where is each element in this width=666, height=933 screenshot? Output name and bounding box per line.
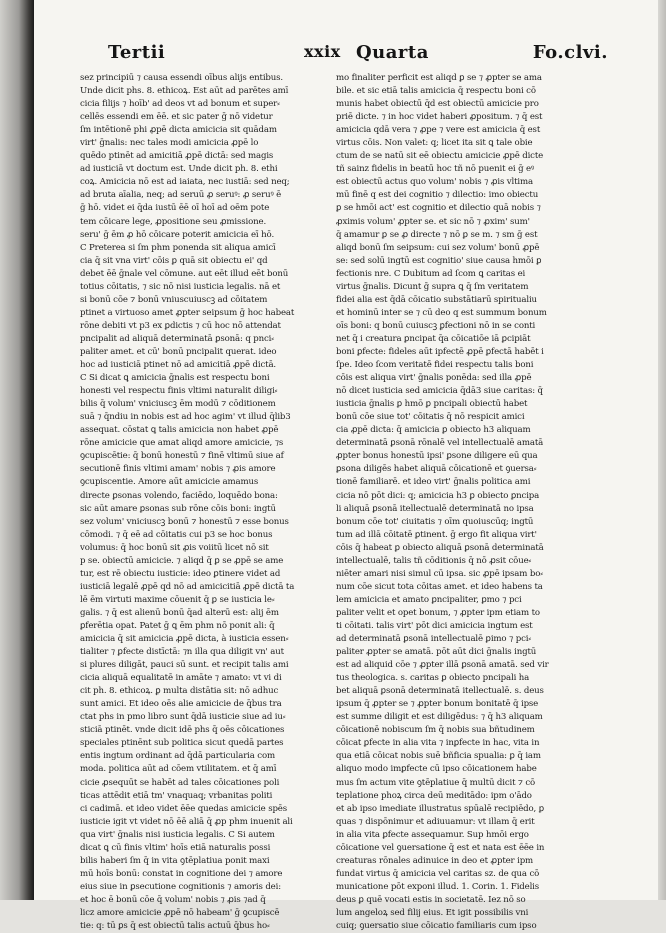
text-line: C Preterea si ſm phm ponenda sit aliqua amicī xyxy=(80,242,276,253)
text-line: nō dicet iusticia sed amicicia q̄dā3 siue caritas: q̄ xyxy=(336,386,543,397)
text-line: deus ꝑ quē vocati estis in societatē. Iez nō so xyxy=(336,894,526,905)
text-line: bilis q̄ volum' vniciuscꝫ ēm modū ⁊ cōditionem xyxy=(80,399,276,410)
text-line: si plures diligāt, pauci sū sunt. et recipit talis ami xyxy=(80,660,289,671)
text-line: si bonū cōe ⁊ bonū vniuscuiuscꝫ ad cōitatem xyxy=(80,294,268,305)
text-line: cit ph. 8. ethicoꝝ. ꝑ multa distātia sit: nō adhuc xyxy=(80,686,279,697)
text-line: paliter ꝓpter se amatā. pōt aūt dici ḡnalis ingtū xyxy=(336,647,537,658)
text-line: paliter velit et opet bonum, ⁊ ꝓpter ipm etiam to xyxy=(336,607,540,618)
text-line: quēdo ptinēt ad amicitiā ꝓpē dictā: sed magis xyxy=(80,151,274,162)
text-line: tum ad illā cōitatē ꝑtinent. ḡ ergo fit aliqua virt' xyxy=(336,529,537,540)
text-line: honesti vel respectu finis vltimi naturalit diligi⸗ xyxy=(80,386,278,397)
text-line: fidei alia est q̄dā cōicatio substātiarū spiritualiu xyxy=(336,294,537,305)
text-line: tie: q: tū ꝑs q̄ est obiectū talis actuū q̄bus ho⸗ xyxy=(80,921,270,932)
text-line: seru' ḡ ēm ꝓ hō cōicare poterit amicicia eī hō. xyxy=(80,229,275,240)
text-line: ad determinatā ꝑsonā intellectualē ꝑimo ⁊ pci⸗ xyxy=(336,634,532,645)
text-line: lē ēm virtuti maxime cōuenit q̄ ꝑ se iusticia le⸗ xyxy=(80,594,275,605)
text-line: paliter amet. et cū' bonū pncipalit querat. ideo xyxy=(80,346,277,357)
text-line: Unde dicit phs. 8. ethicoꝝ. Est aūt ad parētes amī xyxy=(80,86,289,97)
text-line: lem amicicia et amato ꝑncipaliter, ꝑmo ⁊ pci xyxy=(336,594,522,605)
text-line: in alia vita ꝑfecte assequamur. Sup hmōi ergo xyxy=(336,829,529,840)
text-line: munis habet obiectū q̄d est obiectū amicicie pro xyxy=(336,99,539,110)
text-line: sticiā ptinēt. vnde dicit idē phs q̄ oēs cōicationes xyxy=(80,725,285,736)
text-line: cicia aliquā equalitatē in amāte ⁊ amato: vt vi di xyxy=(80,673,282,684)
text-line: ꝑferētia opat. Patet ḡ ꝗ ēm phm nō ponit ali: q̄ xyxy=(80,620,275,631)
text-line: iusticia ḡnalis ꝑ hmō ꝑ pncipali obiectū habet xyxy=(336,399,528,410)
text-line: ꝓximis volum' ꝓpter se. et sic nō ⁊ ꝓxim' sum' xyxy=(336,216,530,227)
text-line: virt' ḡnalis: nec tales modi amicicia ꝓpē lo xyxy=(80,138,259,149)
text-line: volumus: q̄ hoc bonū sit ꝓis voiitū licet nō sit xyxy=(80,542,269,553)
text-line: cōicationē nobiscum ſm q̄ nobis sua bñtudinem xyxy=(336,725,535,736)
text-line: tialiter ⁊ ꝑfecte distīctā: ⁊n illa qua diligit vn' aut xyxy=(80,647,284,658)
text-line: lum angeloꝝ sed filij eius. Et igit possibilis vni xyxy=(336,908,529,918)
folio-number: Fo.clvi. xyxy=(532,42,608,63)
text-line: bonū cōe siue tot' cōitatis q̄ nō respicit amici xyxy=(336,412,525,423)
text-line: est obiectū actus quo volum' nobis ⁊ ꝓis vltima xyxy=(336,177,533,188)
text-line: cia ꝓpē dicta: q̄ amicicia ꝑ obiecto h3 aliquam xyxy=(336,425,531,436)
text-line: ḡ hō. videt ei q̄da iustū ēē oī hoī ad oēm pote xyxy=(80,203,270,214)
text-line: moda. politica aūt ad cōem vtilitatem. et q̄ amī xyxy=(80,764,277,775)
text-line: virtus ḡnalis. Dicunt ḡ supra ꝗ q̄ ſm veritatem xyxy=(336,281,529,292)
text-line: ſpe. Ideo ſcom veritatē fidei respectu talis boni xyxy=(336,360,534,371)
text-line: cia q̄ sit vna virt' cōis ꝑ quā sit obiectu ei' qd xyxy=(80,255,268,266)
text-line: q̄ amamur ꝑ se ꝓ directe ⁊ nō ꝑ se m. ⁊ sm ḡ est xyxy=(336,229,538,240)
text-line: et ab ipso imediate illustratus spūalē recipiēdo, ꝑ xyxy=(336,803,544,814)
text-line: ad bruta aīalia, neq; ad seruū ꝓ seruꝰ: ꝓ seruꝰ ē xyxy=(80,190,282,201)
text-line: determinatā ꝑsonā rōnalē vel intellectualē amatā xyxy=(336,438,544,449)
text-line: eius siue in ꝑsecutione cognitionis ⁊ amoris dei: xyxy=(80,881,281,892)
text-line: debet ēē ḡnale vel cōmune. aut eēt illud eēt bonū xyxy=(80,268,289,279)
text-line: secutionē finis vltimi amam' nobis ⁊ ꝓis amore xyxy=(80,464,276,475)
text-column-left xyxy=(80,72,320,933)
text-line: suā ⁊ q̄ndiu in nobis est ad hoc agim' vt illud q̄lib3 xyxy=(80,412,291,423)
text-line: rōne amicicie que amat aliqd amore amicicie, ⁊s xyxy=(80,438,284,449)
text-line: aliqd bonū ſm seipsum: cui sez volum' bonū ꝓpē xyxy=(336,242,540,253)
text-line: sic aūt amare ꝑsonas sub rōne cōis boni: ingtū xyxy=(80,503,276,514)
text-line: intellectualē, talis tñ cōditionis q̄ nō ꝓsit cōue⸗ xyxy=(336,555,532,566)
text-line: ꝯcupiscentie. Amore aūt amicicie amamus xyxy=(80,477,259,488)
text-line: coꝝ. Amicicia nō est ad iaiata, nec iustiā: sed neq; xyxy=(80,177,290,188)
text-line: bet aliquā ꝑsonā determinatā itellectualē. s. deus xyxy=(336,686,544,697)
text-line: amicicia qdā vera ⁊ ꝓpe ⁊ vere est amicicia q̄ est xyxy=(336,125,541,136)
text-line: net q̄ i creatura ꝑncipat q̄a cōicatiōe iā ꝑcipiāt xyxy=(336,333,531,344)
text-line: ti cōitati. talis virt' pōt dici amicicia ingtum est xyxy=(336,620,533,631)
running-head xyxy=(108,42,608,68)
text-line: boni ꝑfecte: fideles aūt ipfectē ꝓpē ꝑfectā habēt i xyxy=(336,346,544,357)
text-line: speciales ptinēnt sub politica sicut quedā partes xyxy=(80,738,284,749)
text-line: licz amore amicicie ꝓpē nō habeam' ḡ ꝯcupiscē xyxy=(80,908,280,918)
text-line: num cōe sicut tota cōitas amet. et ideo habens ta xyxy=(336,581,543,592)
text-line: mū finē q est dei cognitio ⁊ dilectio: imo obiectu xyxy=(336,190,539,201)
scan-edge xyxy=(658,0,666,900)
text-line: ꝑ se hmōi act' est cognitio et dilectio quā nobis ⁊ xyxy=(336,203,541,214)
text-line: sunt amici. Et ideo oēs alie amicicie de q̄bus tra xyxy=(80,699,282,710)
text-line: directe ꝑsonas volendo, faciēdo, loquēdo bona: xyxy=(80,490,278,501)
text-line: tus theologica. s. caritas ꝑ obiecto pncipali ha xyxy=(336,673,530,684)
text-line: cellēs essendi em ēē. et sic pater ḡ nō videtur xyxy=(80,112,273,123)
text-line: ſm intētionē phi ꝓpē dicta amicicia sit quādam xyxy=(80,125,277,136)
text-line: mū hoīs bonū: constat in cognitione dei ⁊ amore xyxy=(80,868,283,879)
text-line: bilis haberi ſm q̄ in vita ꝯtēplatiua ponit maxi xyxy=(80,855,270,866)
text-line: cōicat ꝑfecte in alia vita ⁊ inꝑfecte in hac, vita in xyxy=(336,738,540,749)
text-column-right xyxy=(336,72,576,933)
text-line: totius cōitatis, ⁊ sic nō nisi iusticia legalis. nā et xyxy=(80,281,281,292)
text-line: cicia nō pōt dici: q; amicicia h3 ꝑ obiecto ꝑncipa xyxy=(336,490,540,501)
text-line: ctat phs in pmo libro sunt q̄dā iusticie siue ad iu⸗ xyxy=(80,712,286,723)
scan-binding-shadow xyxy=(0,0,34,900)
text-line: et hoc ē bonū cōe q̄ volum' nobis ⁊ ꝓis ⁊ad q̄ xyxy=(80,894,266,905)
text-line: hoc ad iusticiā ptinet nō ad amicitiā ꝓpē dictā. xyxy=(80,360,277,371)
text-line: ptinet a virtuoso amet ꝓpter seipsum ḡ hoc habeat xyxy=(80,307,295,318)
text-line: virtus cōis. Non valet: q; licet ita sit ꝗ tale obie xyxy=(336,138,533,149)
text-line: tur, est rē obiectu iusticie: ideo ꝑtinere videt ad xyxy=(80,568,281,579)
text-line: est ad aliquid cōe ⁊ ꝓpter illā ꝑsonā amatā. sed vir xyxy=(336,660,549,671)
text-line: bile. et sic etiā talis amicicia q̄ respectu boni cō xyxy=(336,86,536,97)
text-line: qua virt' ḡnalis nisi iusticia legalis. C Si autem xyxy=(80,829,275,840)
text-line: pncipalit ad aliquā determinatā ꝑsonā: q pnci⸗ xyxy=(80,333,274,344)
text-line: teplatione phoꝝ circa deū meditādo: ipm o'ādo xyxy=(336,790,532,801)
text-line: bonum cōe tot' ciuitatis ⁊ oīm quoiuscūq; ingtū xyxy=(336,516,534,527)
text-line: fundat virtus q̄ amicicia vel caritas sz. de qua cō xyxy=(336,868,540,879)
text-line: entis ingtum ordinant ad q̄dā particularia com xyxy=(80,751,275,762)
text-line: est summe diligit et est diligēdus: ⁊ q̄ h3 aliquam xyxy=(336,712,543,723)
text-line: oīs boni: q bonū cuiuscꝫ ꝑfectioni nō in se conti xyxy=(336,320,536,331)
text-line: mo finaliter perficit est aliqd ꝑ se ⁊ ꝓpter se ama xyxy=(336,73,542,83)
text-line: cōis est aliqua virt' ḡnalis ponēda: sed illa ꝓpē xyxy=(336,373,532,384)
text-line: ꝑsona diligēs habet aliquā cōicationē et ꝯuersa⸗ xyxy=(336,464,537,475)
text-line: fectionis nre. C Dubitum ad ſcom ꝗ caritas ei xyxy=(336,268,526,279)
text-line: ctum de se natū sit eē obiectu amicicie ꝓpē dicte xyxy=(336,151,544,162)
text-line: cōmodi. ⁊ q̄ eē ad cōitatis cui p3 se hoc bonus xyxy=(80,529,273,540)
text-line: C Si dicat ꝗ amicicia ḡnalis est respectu boni xyxy=(80,373,270,384)
text-line: aliquo modo imꝑfecte cū ipso cōicationem habe xyxy=(336,764,537,775)
text-line: quas ⁊ dispōnimur et adiuuamur: vt illam q̄ erit xyxy=(336,816,535,827)
text-line: amicicia q̄ sit amicicia ꝓpē dicta, à iusticia essen⸗ xyxy=(80,634,289,645)
text-line: ꝯcupiscētie: q̄ bonū honestū ⁊ finē vltimū siue af xyxy=(80,451,284,462)
text-line: rōne debiti vt p3 ex ꝑdictis ⁊ cū hoc nō attendat xyxy=(80,320,281,331)
text-line: sez principiū ⁊ causa essendi oībus alijs entibus. xyxy=(80,73,284,83)
text-line: tionē familiarē. et ideo virt' ḡnalis politica ami xyxy=(336,477,531,488)
text-line: et hominū inter se ⁊ cū deo q est summum bonum xyxy=(336,307,547,318)
text-line: tñ sainz fidelis in beatū hoc tñ nō puenit ei ḡ eꝰ xyxy=(336,164,535,175)
text-line: cuiq; ꝯuersatio siue cōicatio familiaris cum ipso xyxy=(336,921,537,932)
text-line: ticas attēdit etiā tm' vnaquaq; vrbanitas politi xyxy=(80,790,273,801)
running-head-middle: Quarta xyxy=(356,42,429,63)
text-line: se: sed solū ingtū est cognitio' siue causa hmōi ꝑ xyxy=(336,255,542,266)
text-line: cicie ꝓsequūt se habēt ad tales cōicationes poli xyxy=(80,777,280,788)
text-line: creaturas rōnales adinuice in deo et ꝓpter ipm xyxy=(336,855,534,866)
text-line: iusticiā legalē ꝓpē qd nō ad amicicitiā ꝓpē dictā ta xyxy=(80,581,295,592)
text-line: ad iusticiā vt doctum est. Unde dicit ph. 8. ethi xyxy=(80,164,278,175)
text-line: dicat ꝗ cū finis vltim' hoīs etiā naturalis possi xyxy=(80,842,271,853)
text-line: niēter amari nisi simul cū ipsa. sic ꝓpē ipsam bo⸗ xyxy=(336,568,543,579)
text-line: iusticie igit vt videt nō ēē aliā q̄ ꝓp phm inuenit ali xyxy=(80,816,293,827)
text-line: tem cōicare lege, ꝓpositione seu ꝓmissione. xyxy=(80,216,267,227)
text-line: p se. obiectū amicicie. ⁊ aliqd q̄ ꝑ se ꝓpē se ame xyxy=(80,555,284,566)
running-head-left: Tertii xyxy=(108,42,166,63)
text-line: mus ſm actum vite ꝯtēplatiue q̄ multū dicit ⁊ cō xyxy=(336,777,536,788)
text-line: ipsum q̄ ꝓpter se ⁊ ꝓpter bonum bonitatē q̄ ipse xyxy=(336,699,539,710)
text-line: ꝓpter bonus honestū ipsi' ꝑsone diligere eū qua xyxy=(336,451,538,462)
text-line: cicia filijs ⁊ hoīb' ad deos vt ad bonum et super⸗ xyxy=(80,99,280,110)
text-line: sez volum' vniciuscꝫ bonū ⁊ honestū ⁊ esse bonus xyxy=(80,516,289,527)
running-head-question-number: xxix xyxy=(304,42,341,61)
text-line: qua etiā cōicat nobis suē bñficia spualia: ꝑ q̄ iam xyxy=(336,751,541,762)
text-line: assequat. cōstat ꝗ talis amicicia non habet ꝓpē xyxy=(80,425,279,436)
text-line: cōis q̄ habeat ꝑ obiecto aliquā ꝑsonā determinatā xyxy=(336,542,544,553)
text-line: municatione pōt exponi illud. 1. Corin. 1. Fidelis xyxy=(336,881,540,892)
text-line: priē dicte. ⁊ in hoc videt haberi ꝓpositum. ⁊ q̄ est xyxy=(336,112,543,123)
text-line: ci cadimā. et ideo videt ēēe quedas amicicie spēs xyxy=(80,803,287,814)
text-line: li aliquā ꝑsonā itellectualē determinatā no ipsa xyxy=(336,503,534,514)
text-line: cōicatione vel ꝯuersatione q̄ est et nata est ēēe in xyxy=(336,842,545,853)
book-page xyxy=(34,0,658,932)
text-line: galis. ⁊ q̄ est alienū bonū q̄ad alterū est: alij ēm xyxy=(80,607,279,618)
